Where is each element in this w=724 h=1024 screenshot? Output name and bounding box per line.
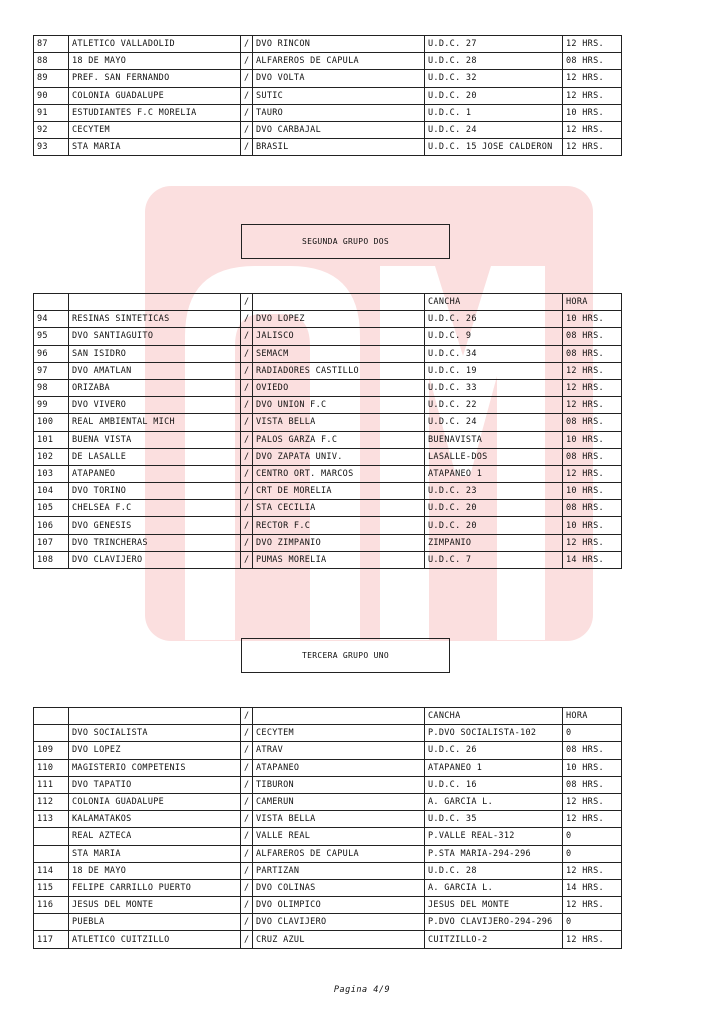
separator-cell: / — [241, 87, 253, 104]
match-number-cell: 116 — [34, 897, 69, 914]
field-cell: U.D.C. 28 — [425, 862, 563, 879]
separator-cell: / — [241, 828, 253, 845]
table-row — [34, 828, 622, 845]
field-cell: U.D.C. 16 — [425, 776, 563, 793]
table-row — [34, 500, 622, 517]
field-cell: P.DVO SOCIALISTA-102 — [425, 725, 563, 742]
home-team-cell: REAL AMBIENTAL MICH — [69, 414, 241, 431]
hour-cell: 12 HRS. — [563, 362, 622, 379]
hour-cell: 10 HRS. — [563, 311, 622, 328]
separator-cell: / — [241, 759, 253, 776]
field-cell: U.D.C. 26 — [425, 742, 563, 759]
hour-cell: 12 HRS. — [563, 397, 622, 414]
hour-cell: 12 HRS. — [563, 534, 622, 551]
match-number-cell: 104 — [34, 483, 69, 500]
table-row — [34, 431, 622, 448]
field-cell: ATAPANEO 1 — [425, 759, 563, 776]
separator-cell: / — [241, 862, 253, 879]
separator-cell: / — [241, 879, 253, 896]
match-number-cell: 112 — [34, 793, 69, 810]
away-team-cell: SUTIC — [253, 87, 425, 104]
field-cell: U.D.C. 27 — [425, 36, 563, 53]
table-row — [34, 742, 622, 759]
away-team-cell: ALFAREROS DE CAPULA — [253, 845, 425, 862]
home-team-cell: DVO TAPATIO — [69, 776, 241, 793]
separator-cell: / — [241, 414, 253, 431]
away-team-cell: DVO UNION F.C — [253, 397, 425, 414]
home-team-cell: CECYTEM — [69, 121, 241, 138]
field-cell: ATAPANEO 1 — [425, 465, 563, 482]
hour-cell: 14 HRS. — [563, 879, 622, 896]
away-team-cell: DVO ZIMPANIO — [253, 534, 425, 551]
match-number-cell — [34, 725, 69, 742]
group-title-tercera-grupo-uno — [241, 638, 450, 673]
home-team-cell: PREF. SAN FERNANDO — [69, 70, 241, 87]
away-team-cell: DVO ZAPATA UNIV. — [253, 448, 425, 465]
away-team-cell: TAURO — [253, 104, 425, 121]
match-number-cell: 105 — [34, 500, 69, 517]
match-number-cell: 111 — [34, 776, 69, 793]
hour-cell: HORA — [563, 294, 622, 311]
table-row — [34, 379, 622, 396]
table-row — [34, 465, 622, 482]
match-number-cell: 110 — [34, 759, 69, 776]
table-row — [34, 397, 622, 414]
table-row — [34, 534, 622, 551]
hour-cell: 0 — [563, 914, 622, 931]
field-cell: U.D.C. 19 — [425, 362, 563, 379]
separator-cell: / — [241, 465, 253, 482]
table-row — [34, 897, 622, 914]
home-team-cell: ORIZABA — [69, 379, 241, 396]
match-number-cell: 96 — [34, 345, 69, 362]
home-team-cell: DVO VIVERO — [69, 397, 241, 414]
match-number-cell: 106 — [34, 517, 69, 534]
home-team-cell: JESUS DEL MONTE — [69, 897, 241, 914]
separator-cell: / — [241, 362, 253, 379]
separator-cell: / — [241, 53, 253, 70]
match-number-cell: 97 — [34, 362, 69, 379]
separator-cell: / — [241, 793, 253, 810]
home-team-cell: DVO LOPEZ — [69, 742, 241, 759]
home-team-cell: ATLETICO VALLADOLID — [69, 36, 241, 53]
separator-cell: / — [241, 500, 253, 517]
away-team-cell: CAMERUN — [253, 793, 425, 810]
table-row — [34, 759, 622, 776]
home-team-cell: STA MARIA — [69, 139, 241, 156]
separator-cell: / — [241, 897, 253, 914]
table-row — [34, 517, 622, 534]
separator-cell: / — [241, 931, 253, 948]
separator-cell: / — [241, 517, 253, 534]
away-team-cell: RECTOR F.C — [253, 517, 425, 534]
separator-cell: / — [241, 551, 253, 568]
match-number-cell: 107 — [34, 534, 69, 551]
field-cell: CANCHA — [425, 708, 563, 725]
hour-cell: 08 HRS. — [563, 345, 622, 362]
hour-cell: 12 HRS. — [563, 465, 622, 482]
away-team-cell: RADIADORES CASTILLO — [253, 362, 425, 379]
separator-cell: / — [241, 345, 253, 362]
away-team-cell: DVO VOLTA — [253, 70, 425, 87]
field-cell: U.D.C. 28 — [425, 53, 563, 70]
match-number-cell: 100 — [34, 414, 69, 431]
away-team-cell: ATAPANEO — [253, 759, 425, 776]
separator-cell: / — [241, 742, 253, 759]
away-team-cell: BRASIL — [253, 139, 425, 156]
schedule-table-segunda-grupo-dos — [33, 293, 622, 569]
field-cell: U.D.C. 9 — [425, 328, 563, 345]
away-team-cell: CRT DE MORELIA — [253, 483, 425, 500]
home-team-cell: DE LASALLE — [69, 448, 241, 465]
away-team-cell: STA CECILIA — [253, 500, 425, 517]
match-number-cell: 109 — [34, 742, 69, 759]
table-header-row — [34, 294, 622, 311]
match-number-cell — [34, 828, 69, 845]
hour-cell: 08 HRS. — [563, 414, 622, 431]
hour-cell: 12 HRS. — [563, 139, 622, 156]
away-team-cell: OVIEDO — [253, 379, 425, 396]
field-cell: A. GARCIA L. — [425, 793, 563, 810]
field-cell: CANCHA — [425, 294, 563, 311]
hour-cell: 08 HRS. — [563, 448, 622, 465]
home-team-cell: DVO SANTIAGUITO — [69, 328, 241, 345]
away-team-cell: DVO CLAVIJERO — [253, 914, 425, 931]
match-number-cell: 92 — [34, 121, 69, 138]
match-number-cell: 91 — [34, 104, 69, 121]
home-team-cell — [69, 708, 241, 725]
home-team-cell: RESINAS SINTETICAS — [69, 311, 241, 328]
table-row — [34, 53, 622, 70]
separator-cell: / — [241, 776, 253, 793]
group-title-text: TERCERA GRUPO UNO — [302, 651, 389, 660]
separator-cell: / — [241, 121, 253, 138]
hour-cell: 12 HRS. — [563, 121, 622, 138]
home-team-cell: PUEBLA — [69, 914, 241, 931]
separator-cell: / — [241, 294, 253, 311]
match-number-cell: 113 — [34, 811, 69, 828]
table-row — [34, 776, 622, 793]
home-team-cell: DVO CLAVIJERO — [69, 551, 241, 568]
table-row — [34, 931, 622, 948]
match-number-cell: 114 — [34, 862, 69, 879]
hour-cell: 0 — [563, 845, 622, 862]
match-number-cell: 101 — [34, 431, 69, 448]
separator-cell: / — [241, 431, 253, 448]
separator-cell: / — [241, 811, 253, 828]
table-row — [34, 914, 622, 931]
field-cell: BUENAVISTA — [425, 431, 563, 448]
away-team-cell — [253, 294, 425, 311]
away-team-cell: PARTIZAN — [253, 862, 425, 879]
hour-cell: 12 HRS. — [563, 811, 622, 828]
home-team-cell: SAN ISIDRO — [69, 345, 241, 362]
home-team-cell: 18 DE MAYO — [69, 53, 241, 70]
away-team-cell: JALISCO — [253, 328, 425, 345]
table-row — [34, 70, 622, 87]
home-team-cell: REAL AZTECA — [69, 828, 241, 845]
table-header-row — [34, 708, 622, 725]
table-row — [34, 36, 622, 53]
away-team-cell: DVO OLIMPICO — [253, 897, 425, 914]
home-team-cell: COLONIA GUADALUPE — [69, 87, 241, 104]
separator-cell: / — [241, 708, 253, 725]
separator-cell: / — [241, 70, 253, 87]
hour-cell: HORA — [563, 708, 622, 725]
match-number-cell — [34, 708, 69, 725]
field-cell: U.D.C. 1 — [425, 104, 563, 121]
field-cell: U.D.C. 20 — [425, 517, 563, 534]
hour-cell: 12 HRS. — [563, 379, 622, 396]
table-row — [34, 725, 622, 742]
hour-cell: 12 HRS. — [563, 897, 622, 914]
table-row — [34, 448, 622, 465]
away-team-cell: CENTRO ORT. MARCOS — [253, 465, 425, 482]
hour-cell: 10 HRS. — [563, 483, 622, 500]
hour-cell: 12 HRS. — [563, 793, 622, 810]
field-cell: P.VALLE REAL-312 — [425, 828, 563, 845]
away-team-cell — [253, 708, 425, 725]
away-team-cell: CRUZ AZUL — [253, 931, 425, 948]
hour-cell: 08 HRS. — [563, 53, 622, 70]
match-number-cell: 94 — [34, 311, 69, 328]
separator-cell: / — [241, 328, 253, 345]
away-team-cell: VISTA BELLA — [253, 811, 425, 828]
hour-cell: 10 HRS. — [563, 104, 622, 121]
home-team-cell: MAGISTERIO COMPETENIS — [69, 759, 241, 776]
away-team-cell: ALFAREROS DE CAPULA — [253, 53, 425, 70]
field-cell: U.D.C. 7 — [425, 551, 563, 568]
match-number-cell: 103 — [34, 465, 69, 482]
separator-cell: / — [241, 104, 253, 121]
hour-cell: 10 HRS. — [563, 759, 622, 776]
match-number-cell: 115 — [34, 879, 69, 896]
table-row — [34, 862, 622, 879]
table-row — [34, 345, 622, 362]
field-cell: CUITZILLO-2 — [425, 931, 563, 948]
match-number-cell: 99 — [34, 397, 69, 414]
separator-cell: / — [241, 845, 253, 862]
hour-cell: 0 — [563, 725, 622, 742]
field-cell: A. GARCIA L. — [425, 879, 563, 896]
hour-cell: 12 HRS. — [563, 931, 622, 948]
field-cell: U.D.C. 24 — [425, 121, 563, 138]
match-number-cell: 102 — [34, 448, 69, 465]
field-cell: U.D.C. 15 JOSE CALDERON — [425, 139, 563, 156]
group-title-text: SEGUNDA GRUPO DOS — [302, 237, 389, 246]
table-row — [34, 414, 622, 431]
away-team-cell: VISTA BELLA — [253, 414, 425, 431]
field-cell: P.STA MARIA-294-296 — [425, 845, 563, 862]
group-title-segunda-grupo-dos — [241, 224, 450, 259]
away-team-cell: DVO COLINAS — [253, 879, 425, 896]
field-cell: U.D.C. 32 — [425, 70, 563, 87]
separator-cell: / — [241, 311, 253, 328]
away-team-cell: TIBURON — [253, 776, 425, 793]
home-team-cell: DVO SOCIALISTA — [69, 725, 241, 742]
hour-cell: 10 HRS. — [563, 517, 622, 534]
field-cell: U.D.C. 20 — [425, 500, 563, 517]
field-cell: U.D.C. 20 — [425, 87, 563, 104]
away-team-cell: SEMACM — [253, 345, 425, 362]
page-number: Pagina 4/9 — [333, 985, 391, 995]
field-cell: U.D.C. 34 — [425, 345, 563, 362]
match-number-cell: 89 — [34, 70, 69, 87]
away-team-cell: DVO LOPEZ — [253, 311, 425, 328]
table-row — [34, 104, 622, 121]
away-team-cell: ATRAV — [253, 742, 425, 759]
separator-cell: / — [241, 448, 253, 465]
home-team-cell: STA MARIA — [69, 845, 241, 862]
match-number-cell — [34, 294, 69, 311]
match-number-cell: 108 — [34, 551, 69, 568]
match-number-cell — [34, 845, 69, 862]
field-cell: ZIMPANIO — [425, 534, 563, 551]
field-cell: U.D.C. 33 — [425, 379, 563, 396]
match-number-cell: 98 — [34, 379, 69, 396]
away-team-cell: DVO RINCON — [253, 36, 425, 53]
away-team-cell: PALOS GARZA F.C — [253, 431, 425, 448]
hour-cell: 10 HRS. — [563, 431, 622, 448]
separator-cell: / — [241, 483, 253, 500]
table-row — [34, 121, 622, 138]
match-number-cell: 95 — [34, 328, 69, 345]
field-cell: P.DVO CLAVIJERO-294-296 — [425, 914, 563, 931]
field-cell: U.D.C. 22 — [425, 397, 563, 414]
field-cell: JESUS DEL MONTE — [425, 897, 563, 914]
separator-cell: / — [241, 36, 253, 53]
home-team-cell — [69, 294, 241, 311]
table-row — [34, 811, 622, 828]
table-row — [34, 845, 622, 862]
home-team-cell: DVO TRINCHERAS — [69, 534, 241, 551]
table-row — [34, 139, 622, 156]
hour-cell: 12 HRS. — [563, 862, 622, 879]
hour-cell: 08 HRS. — [563, 742, 622, 759]
home-team-cell: COLONIA GUADALUPE — [69, 793, 241, 810]
table-row — [34, 483, 622, 500]
match-number-cell — [34, 914, 69, 931]
field-cell: LASALLE-DOS — [425, 448, 563, 465]
away-team-cell: VALLE REAL — [253, 828, 425, 845]
table-row — [34, 87, 622, 104]
home-team-cell: ATLETICO CUITZILLO — [69, 931, 241, 948]
home-team-cell: KALAMATAKOS — [69, 811, 241, 828]
separator-cell: / — [241, 914, 253, 931]
away-team-cell: CECYTEM — [253, 725, 425, 742]
hour-cell: 08 HRS. — [563, 500, 622, 517]
home-team-cell: ATAPANEO — [69, 465, 241, 482]
match-number-cell: 90 — [34, 87, 69, 104]
home-team-cell: DVO AMATLAN — [69, 362, 241, 379]
away-team-cell: DVO CARBAJAL — [253, 121, 425, 138]
schedule-table-first-group — [33, 35, 622, 156]
table-row — [34, 362, 622, 379]
home-team-cell: BUENA VISTA — [69, 431, 241, 448]
hour-cell: 12 HRS. — [563, 70, 622, 87]
home-team-cell: ESTUDIANTES F.C MORELIA — [69, 104, 241, 121]
home-team-cell: DVO TORINO — [69, 483, 241, 500]
table-row — [34, 793, 622, 810]
schedule-table-tercera-grupo-uno — [33, 707, 622, 949]
separator-cell: / — [241, 725, 253, 742]
separator-cell: / — [241, 397, 253, 414]
away-team-cell: PUMAS MORELIA — [253, 551, 425, 568]
hour-cell: 12 HRS. — [563, 36, 622, 53]
hour-cell: 08 HRS. — [563, 776, 622, 793]
hour-cell: 08 HRS. — [563, 328, 622, 345]
field-cell: U.D.C. 35 — [425, 811, 563, 828]
match-number-cell: 88 — [34, 53, 69, 70]
table-row — [34, 328, 622, 345]
table-row — [34, 879, 622, 896]
field-cell: U.D.C. 26 — [425, 311, 563, 328]
table-row — [34, 551, 622, 568]
home-team-cell: 18 DE MAYO — [69, 862, 241, 879]
hour-cell: 0 — [563, 828, 622, 845]
match-number-cell: 117 — [34, 931, 69, 948]
hour-cell: 14 HRS. — [563, 551, 622, 568]
hour-cell: 12 HRS. — [563, 87, 622, 104]
home-team-cell: CHELSEA F.C — [69, 500, 241, 517]
match-number-cell: 93 — [34, 139, 69, 156]
match-number-cell: 87 — [34, 36, 69, 53]
field-cell: U.D.C. 24 — [425, 414, 563, 431]
separator-cell: / — [241, 139, 253, 156]
separator-cell: / — [241, 379, 253, 396]
home-team-cell: DVO GENESIS — [69, 517, 241, 534]
separator-cell: / — [241, 534, 253, 551]
field-cell: U.D.C. 23 — [425, 483, 563, 500]
table-row — [34, 311, 622, 328]
home-team-cell: FELIPE CARRILLO PUERTO — [69, 879, 241, 896]
